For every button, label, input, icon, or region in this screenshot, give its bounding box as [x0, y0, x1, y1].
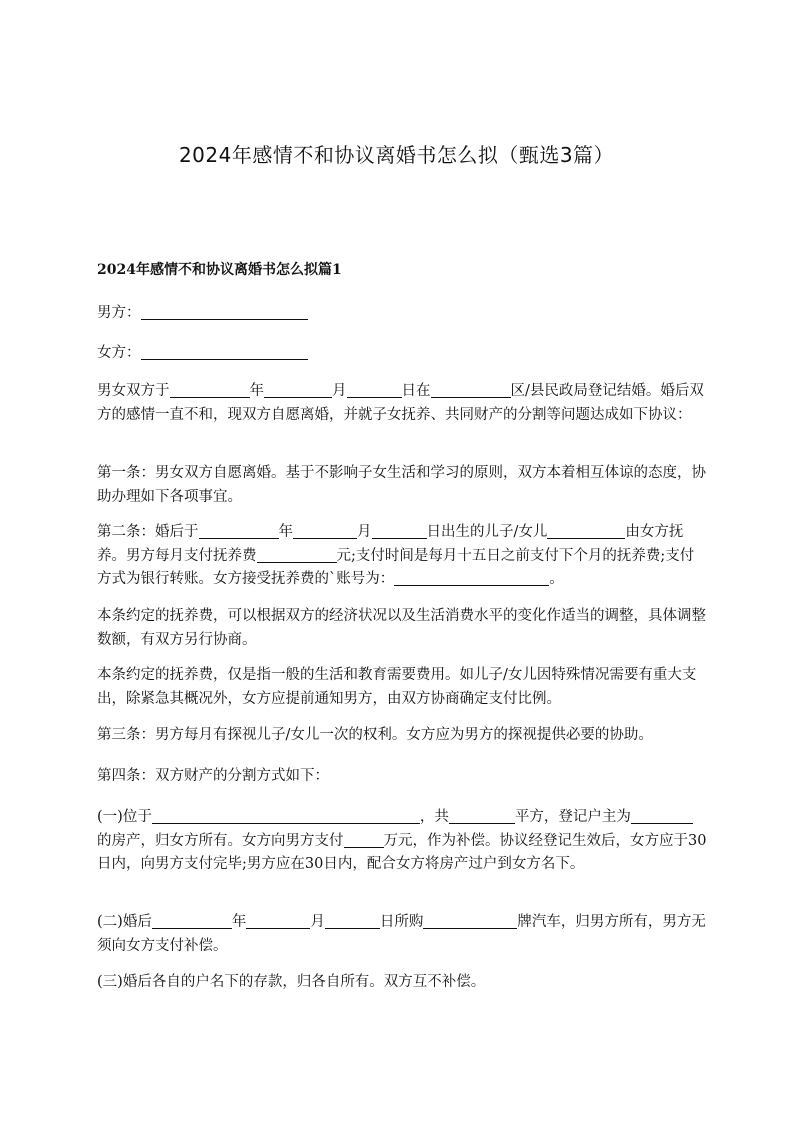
document-title: 2024年感情不和协议离婚书怎么拟（甄选3篇）: [178, 143, 615, 167]
text: 元;支付时间是每月十五日之前支付下个月的抚养费;支付方式为银行转账。女方接受抚养费的`账号为：: [97, 547, 695, 587]
property-item-3: (三)婚后各自的户名下的存款，归各自所有。双方互不补偿。: [97, 974, 486, 990]
child-name-blank[interactable]: [547, 521, 625, 539]
marriage-district-blank[interactable]: [431, 380, 511, 398]
marriage-paragraph: [97, 380, 707, 427]
text: 的房产，归女方所有。女方向男方支付: [97, 832, 344, 849]
male-label: 男方：: [97, 305, 141, 321]
birth-month-blank[interactable]: [293, 521, 357, 539]
male-name-blank[interactable]: [141, 302, 308, 320]
male-line: [97, 302, 707, 326]
female-label: 女方：: [97, 345, 141, 361]
compensation-blank[interactable]: [344, 830, 384, 848]
text: 平方，登记户主为: [514, 809, 631, 825]
text: 日出生的儿子/女儿: [426, 524, 548, 540]
text: 区/县民政局登记结婚。: [510, 383, 661, 399]
text: 年: [231, 914, 247, 930]
text: 年: [249, 383, 264, 399]
support-amount-blank[interactable]: [257, 545, 337, 563]
general-expense-paragraph: 本条约定的抚养费，仅是指一般的生活和教育需要费用。如儿子/女儿因特殊情况需要有重大支出，除紧急其概况外，女方应提前通知男方，由双方协商确定支付比例。: [97, 667, 697, 707]
purchase-month-blank[interactable]: [246, 911, 310, 929]
purchase-day-blank[interactable]: [325, 911, 380, 929]
house-location-blank[interactable]: [152, 806, 420, 824]
car-brand-blank[interactable]: [423, 911, 517, 929]
account-number-blank[interactable]: [394, 568, 549, 586]
female-line: [97, 342, 707, 366]
text: 年: [278, 524, 293, 540]
text: 月: [310, 914, 325, 930]
text: (二)婚后: [97, 914, 152, 930]
text: 由女方抚养。男方每月支付抚养费: [97, 524, 684, 564]
area-blank[interactable]: [449, 806, 515, 824]
article-2: [97, 521, 707, 592]
text: 牌汽车，归男方所有，男方无须向女方支付补偿。: [97, 914, 706, 954]
text: ，共: [419, 809, 449, 825]
female-name-blank[interactable]: [141, 342, 308, 360]
article-3: 第三条：男方每月有探视儿子/女儿一次的权利。女方应为男方的探视提供必要的协助。: [97, 727, 653, 743]
section-heading: 2024年感情不和协议离婚书怎么拟篇1: [97, 262, 342, 278]
text: 男女双方于: [97, 383, 170, 399]
adjustment-paragraph: 本条约定的抚养费，可以根据双方的经济状况以及生活消费水平的变化作适当的调整，具体调整数额，有双方另行协商。: [97, 608, 706, 648]
property-item-1: [97, 806, 707, 877]
text: 第二条：婚后于: [97, 524, 199, 540]
text: (一)位于: [97, 809, 152, 825]
text: 万元，作为补偿。协议经登记生效后，女方应于30日内，向男方支付完毕;男方应在30日内，配合女方将房产过户到女方名下。: [97, 832, 707, 872]
marriage-day-blank[interactable]: [347, 380, 402, 398]
text: 婚后双方的感情一直不和，现双方自愿离婚，并就子女抚养、共同财产的分割等问题达成如下协议：: [97, 383, 704, 423]
text: 。: [549, 571, 564, 587]
text: 月: [332, 383, 347, 399]
article-1: 第一条：男女双方自愿离婚。基于不影响子女生活和学习的原则，双方本着相互体谅的态度，协助办理如下各项事宜。: [97, 465, 706, 505]
text: 日所购: [379, 914, 424, 930]
property-item-2: [97, 911, 707, 958]
marriage-year-blank[interactable]: [170, 380, 250, 398]
text: 月: [357, 524, 372, 540]
birth-day-blank[interactable]: [372, 521, 427, 539]
marriage-month-blank[interactable]: [264, 380, 332, 398]
owner-name-blank[interactable]: [631, 806, 693, 824]
article-4: 第四条：双方财产的分割方式如下：: [97, 768, 329, 784]
birth-year-blank[interactable]: [199, 521, 279, 539]
purchase-year-blank[interactable]: [152, 911, 232, 929]
text: 日在: [401, 383, 431, 399]
